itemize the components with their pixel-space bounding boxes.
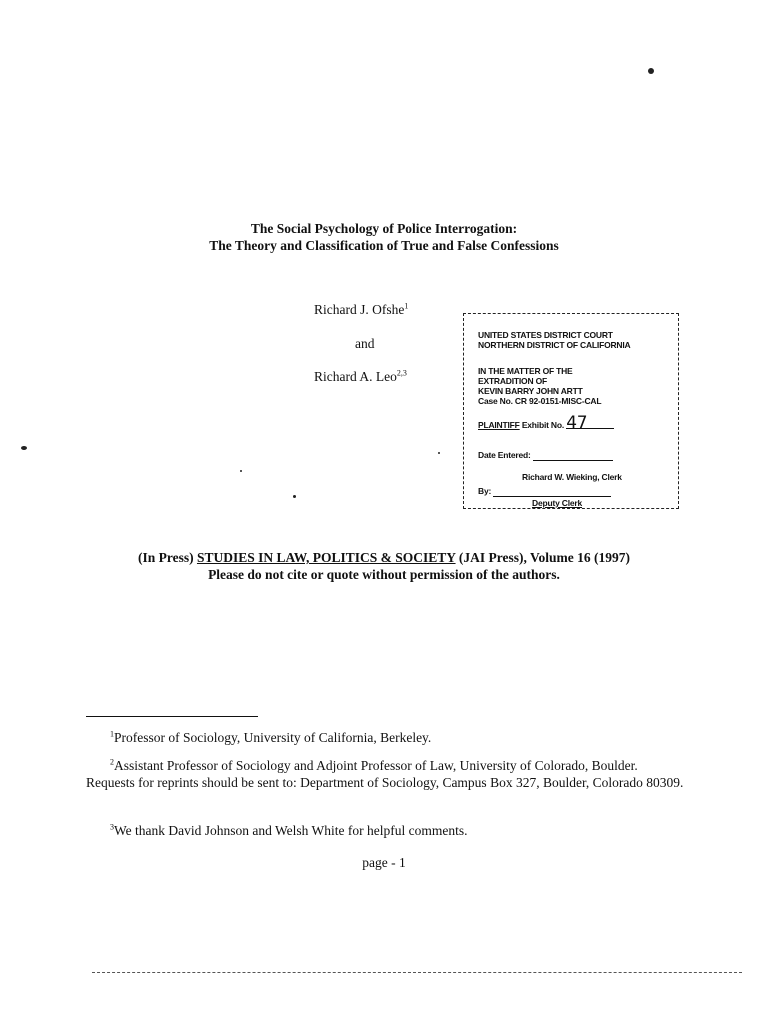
footnote-3-text: We thank David Johnson and Welsh White for helpful comments. <box>114 823 468 838</box>
footnote-1-text: Professor of Sociology, University of California, Berkeley. <box>114 730 432 745</box>
title-line-1: The Social Psychology of Police Interrogation: <box>250 221 518 236</box>
footnote-rule <box>86 716 258 717</box>
stamp-deputy-label: Deputy Clerk <box>532 498 583 508</box>
stamp-matter <box>478 366 601 406</box>
footnote-2-text: Assistant Professor of Sociology and Adjoint Professor of Law, University of Colorado, Boulder. Requests for reprints should be sent to: Department of Sociology, Campus Box 327, Boulder, Colorado 80309. <box>86 758 684 790</box>
footnote-2-mark: 2 <box>110 757 114 767</box>
title-line-2: The Theory and Classification of True and False Confessions <box>209 238 559 253</box>
footnote-2 <box>86 757 686 791</box>
stamp-court-line-1: UNITED STATES DISTRICT COURT <box>478 330 613 340</box>
stamp-matter-line-3: KEVIN BARRY JOHN ARTT <box>478 386 583 396</box>
scan-edge-artifact <box>92 972 742 973</box>
press-journal: STUDIES IN LAW, POLITICS & SOCIETY <box>196 550 456 565</box>
stamp-by-label: By: <box>478 486 492 496</box>
court-exhibit-stamp <box>463 313 679 509</box>
author-2-name: Richard A. Leo <box>314 369 397 384</box>
footnote-1 <box>86 729 686 746</box>
page-number: page - 1 <box>362 855 406 870</box>
paper-title <box>0 220 768 254</box>
author-1 <box>314 302 408 318</box>
stamp-date-row <box>478 450 613 461</box>
stamp-by-line <box>493 486 611 497</box>
stamp-exhibit-label: Exhibit No. <box>521 420 565 430</box>
stamp-clerk-name: Richard W. Wieking, Clerk <box>522 472 622 482</box>
author-1-footnote-mark: 1 <box>404 301 409 311</box>
stamp-plaintiff-label: PLAINTIFF <box>478 420 520 430</box>
press-suffix: (JAI Press), Volume 16 (1997) <box>455 550 631 565</box>
scan-speck <box>240 470 242 472</box>
author-2 <box>314 369 407 385</box>
stamp-by-row <box>478 486 611 497</box>
author-conjunction: and <box>355 336 375 351</box>
press-line <box>0 549 768 566</box>
stamp-exhibit-row <box>478 413 614 433</box>
stamp-court-line-2: NORTHERN DISTRICT OF CALIFORNIA <box>478 340 631 350</box>
footnote-3-mark: 3 <box>110 822 114 832</box>
footnote-3 <box>86 822 686 839</box>
stamp-case-number: Case No. CR 92-0151-MISC-CAL <box>478 396 602 406</box>
footnote-1-mark: 1 <box>110 729 114 739</box>
stamp-date-entered-label: Date Entered: <box>478 450 531 460</box>
press-permission-notice: Please do not cite or quote without permission of the authors. <box>208 567 560 582</box>
scan-speck <box>648 68 654 74</box>
scan-speck <box>293 495 296 498</box>
author-1-name: Richard J. Ofshe <box>314 302 405 317</box>
author-2-footnote-mark: 2,3 <box>396 368 407 378</box>
stamp-date-line <box>533 450 613 461</box>
stamp-matter-line-1: IN THE MATTER OF THE <box>478 366 573 376</box>
press-notice <box>0 549 768 583</box>
stamp-exhibit-number: 47 <box>566 418 614 429</box>
press-prefix: (In Press) <box>137 550 197 565</box>
scan-speck <box>438 452 440 454</box>
stamp-matter-line-2: EXTRADITION OF <box>478 376 547 386</box>
scan-speck <box>21 446 27 450</box>
stamp-court <box>478 330 630 350</box>
